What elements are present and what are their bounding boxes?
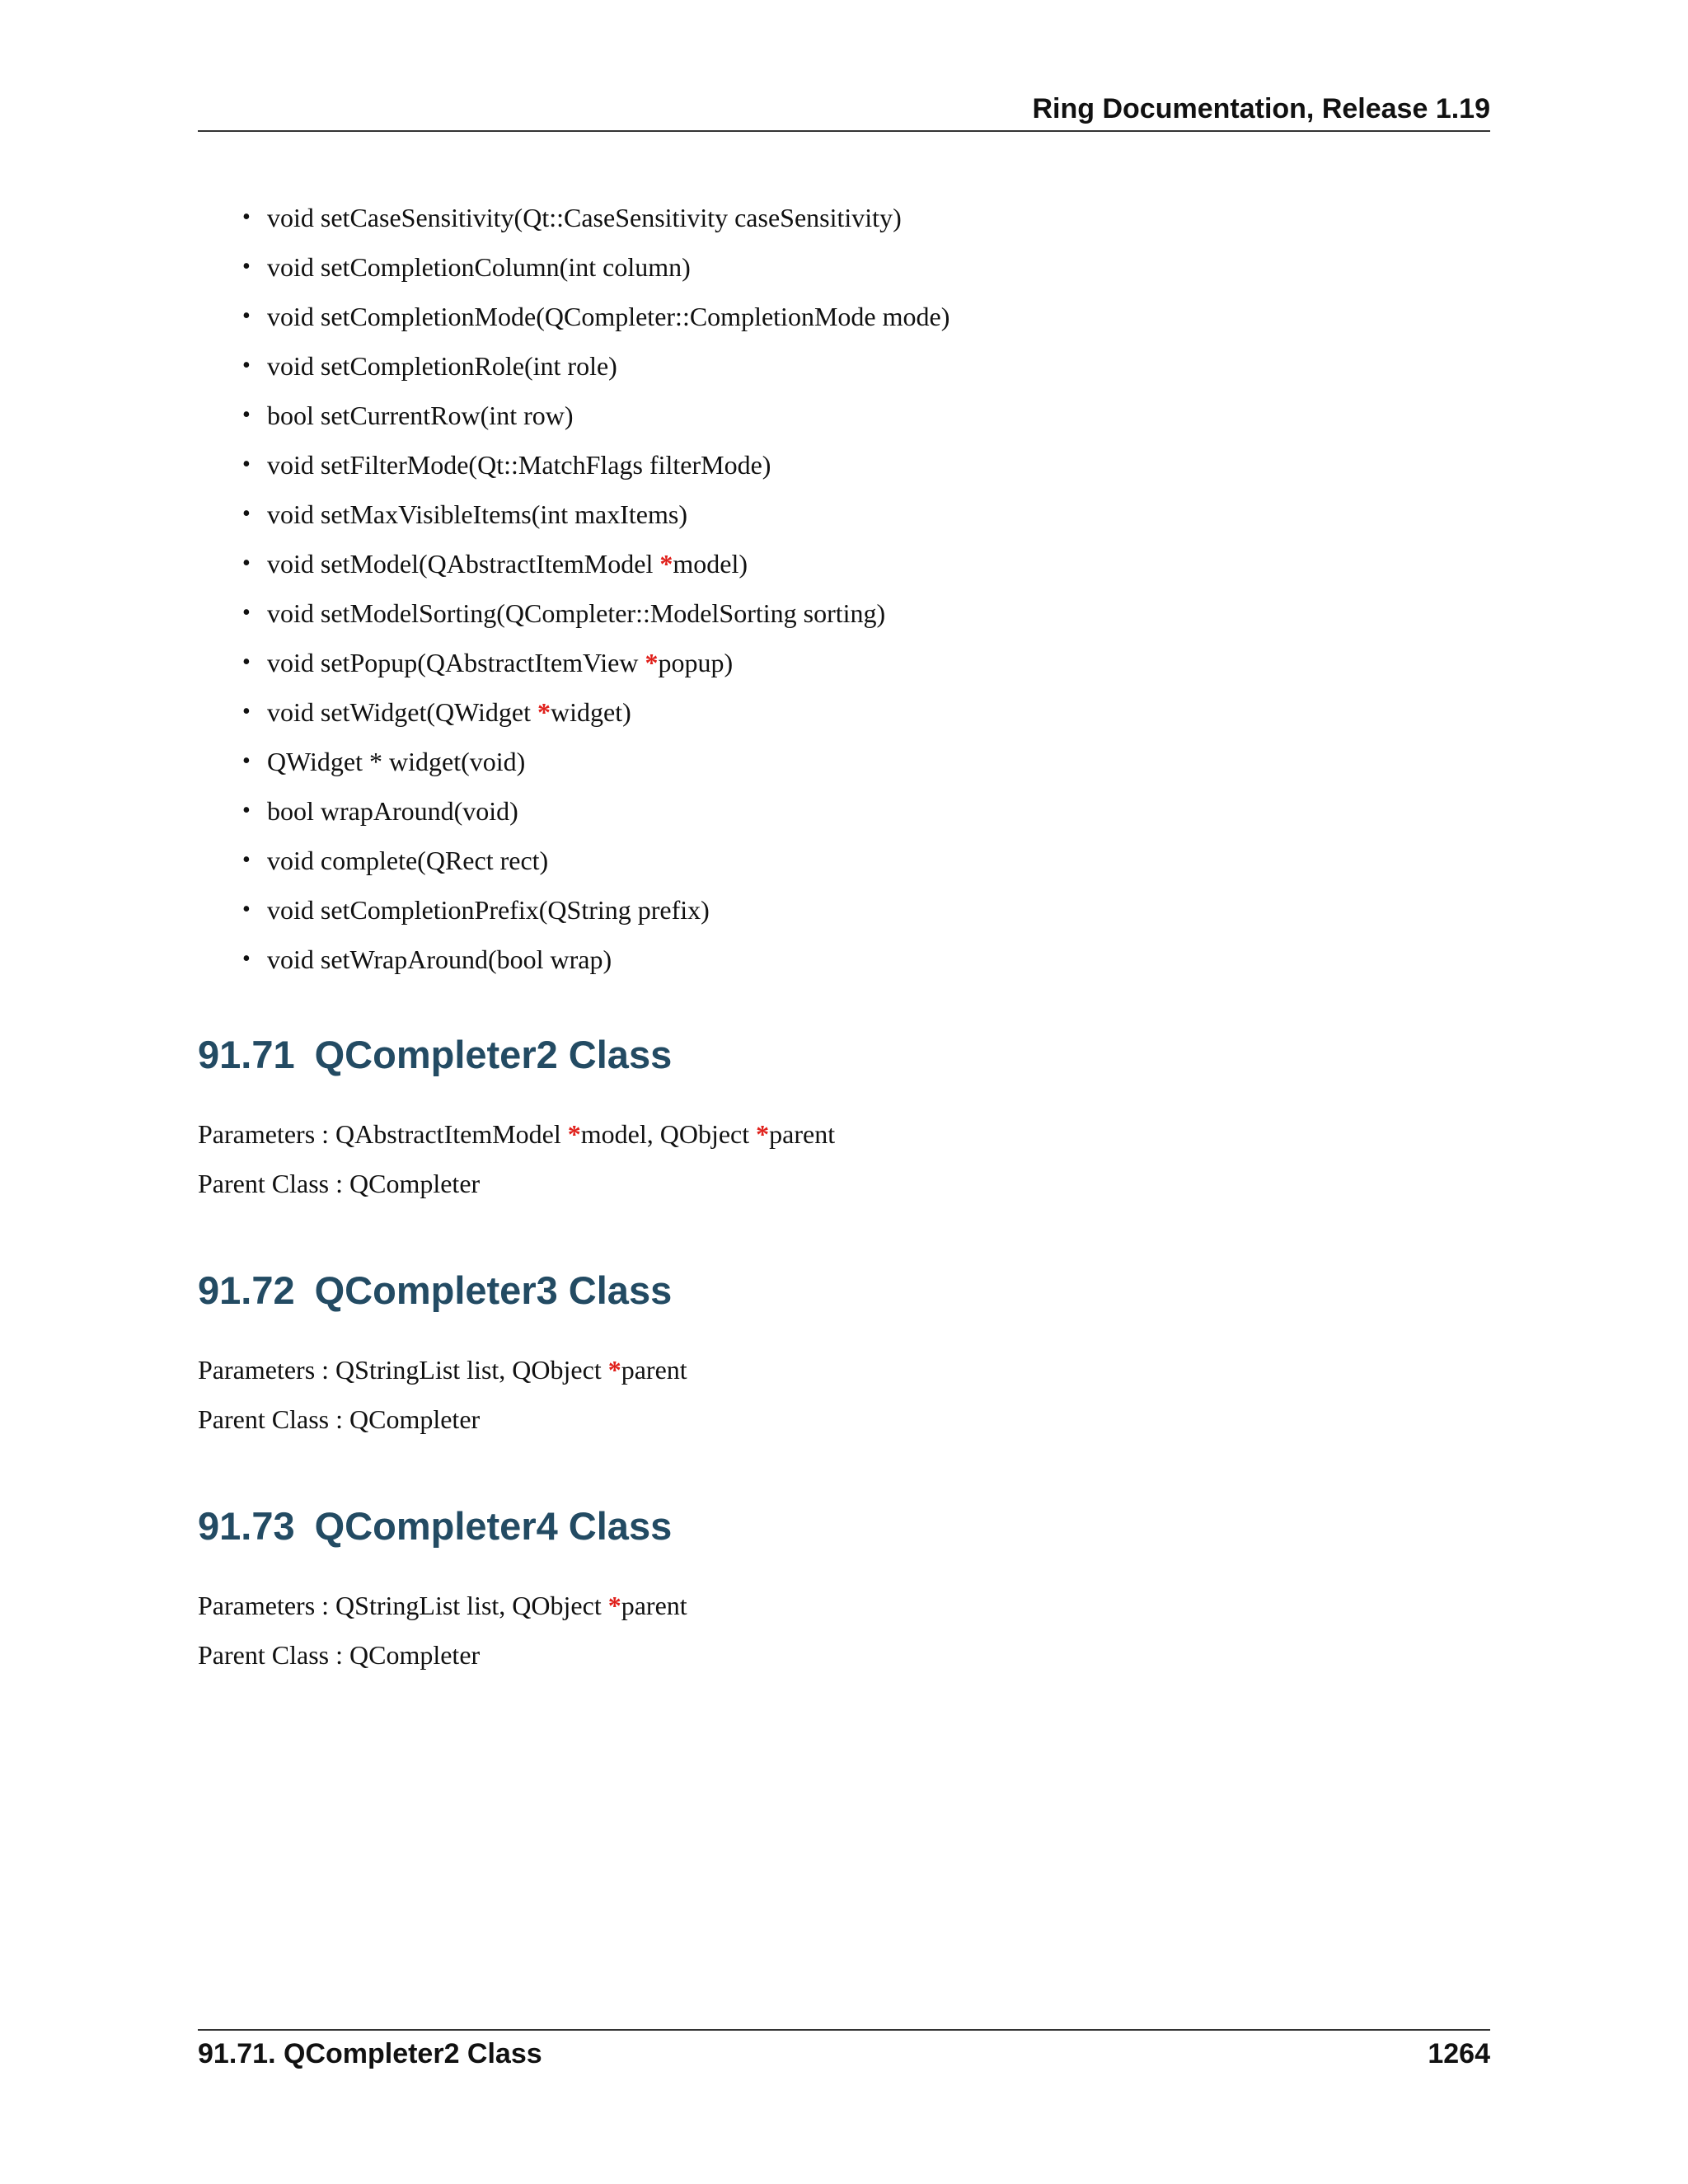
list-item: • void setPopup(QAbstractItemView *popup) (198, 641, 950, 691)
section-heading: 91.72 QCompleter3 Class (198, 1268, 673, 1312)
parameters-line: Parameters : QAbstractItemModel *model, QObject *parent (198, 1119, 836, 1149)
list-item: • void setCompletionRole(int role) (198, 344, 950, 394)
list-item: • void setCompletionPrefix(QString prefix) (198, 888, 950, 938)
list-item: • void complete(QRect rect) (198, 839, 950, 888)
list-item: • void setFilterMode(Qt::MatchFlags filterMode) (198, 443, 950, 493)
parent-class-line: Parent Class : QCompleter (198, 1169, 481, 1198)
section-qcompleter4 (198, 1502, 1490, 1683)
section-qcompleter3 (198, 1266, 1490, 1447)
page-number: 1264 (1428, 2038, 1490, 2069)
parameters-line: Parameters : QStringList list, QObject *parent (198, 1591, 687, 1620)
parent-class-line: Parent Class : QCompleter (198, 1404, 481, 1434)
list-item: • void setCaseSensitivity(Qt::CaseSensitivity caseSensitivity) (198, 196, 950, 246)
parameters-line: Parameters : QStringList list, QObject *parent (198, 1355, 687, 1385)
section-heading: 91.71 QCompleter2 Class (198, 1033, 673, 1076)
list-item: • void setModel(QAbstractItemModel *model) (198, 542, 950, 592)
list-item: • bool setCurrentRow(int row) (198, 394, 950, 443)
method-list (198, 196, 950, 987)
list-item: • void setWidget(QWidget *widget) (198, 691, 950, 740)
list-item: • void setModelSorting(QCompleter::ModelSorting sorting) (198, 592, 950, 641)
document-title: Ring Documentation, Release 1.19 (1032, 93, 1490, 124)
footer-section-title: 91.71. QCompleter2 Class (198, 2038, 542, 2069)
list-item: • bool wrapAround(void) (198, 790, 950, 839)
list-item: • QWidget * widget(void) (198, 740, 950, 790)
section-qcompleter2 (198, 1030, 1490, 1212)
parent-class-line: Parent Class : QCompleter (198, 1640, 481, 1670)
list-item: • void setCompletionMode(QCompleter::CompletionMode mode) (198, 295, 950, 344)
list-item: • void setWrapAround(bool wrap) (198, 938, 950, 987)
page-header (198, 92, 1490, 132)
page-footer (198, 2029, 1490, 2080)
section-heading: 91.73 QCompleter4 Class (198, 1504, 673, 1548)
list-item: • void setMaxVisibleItems(int maxItems) (198, 493, 950, 542)
list-item: • void setCompletionColumn(int column) (198, 246, 950, 295)
